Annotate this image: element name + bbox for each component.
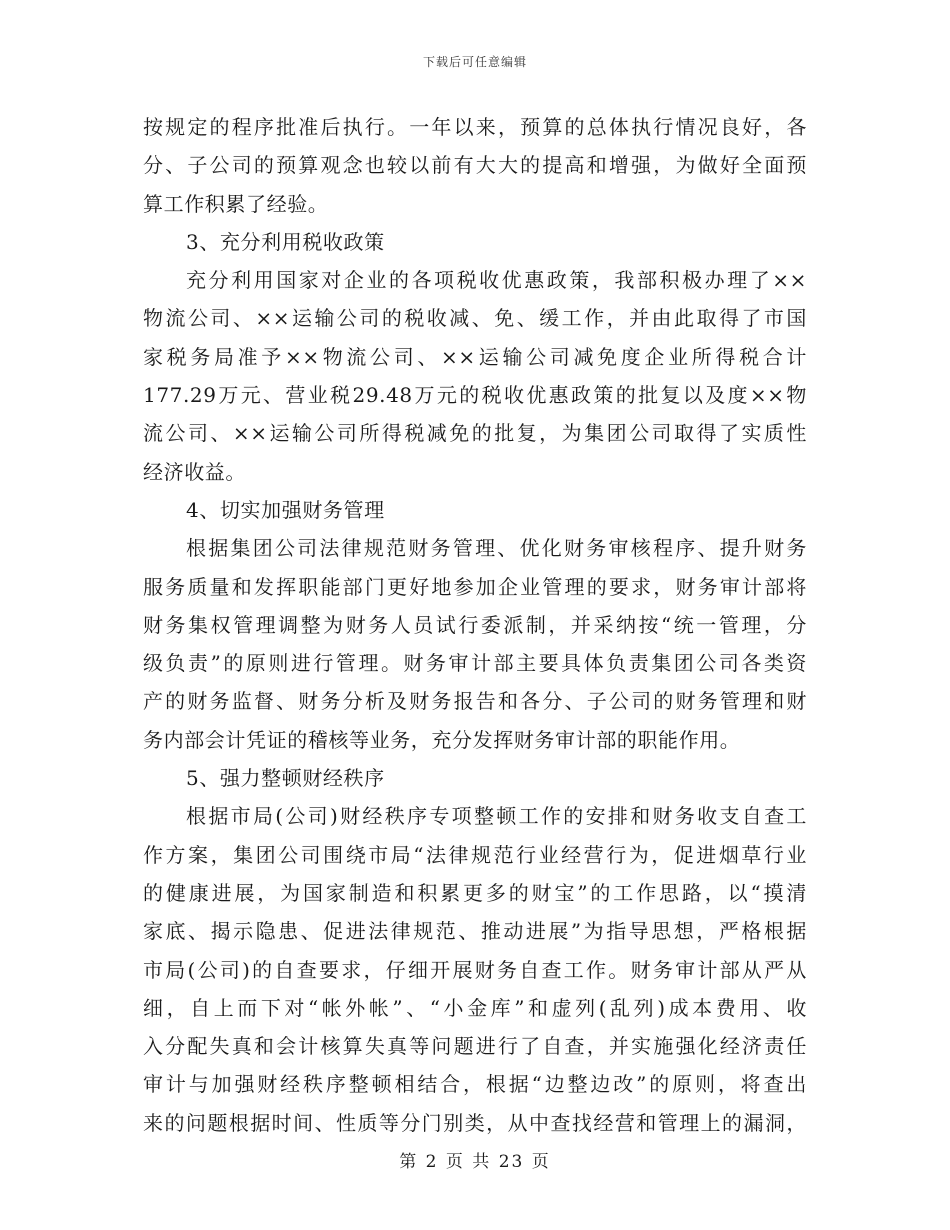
body-line: 物流公司、××运输公司的税收减、免、缓工作，并由此取得了市国	[143, 306, 807, 331]
body-line: 根据市局(公司)财经秩序专项整顿工作的安排和财务收支自查工	[186, 804, 807, 829]
body-line: 务内部会计凭证的稽核等业务，充分发挥财务审计部的职能作用。	[143, 727, 741, 752]
body-line: 家底、揭示隐患、促进法律规范、推动进展”为指导思想，严格根据	[143, 919, 807, 944]
body-line: 算工作积累了经验。	[143, 191, 329, 216]
body-line: 的健康进展，为国家制造和积累更多的财宝”的工作思路，以“摸清	[143, 880, 807, 905]
section-heading: 3、充分利用税收政策	[186, 229, 385, 254]
body-line: 细，自上而下对“帐外帐”、“小金库”和虚列(乱列)成本费用、收	[143, 995, 807, 1020]
body-line: 服务质量和发挥职能部门更好地参加企业管理的要求，财务审计部将	[143, 574, 807, 599]
body-line: 来的问题根据时间、性质等分门别类，从中查找经营和管理上的漏洞，	[143, 1110, 807, 1135]
body-line: 审计与加强财经秩序整顿相结合，根据“边整边改”的原则，将查出	[143, 1072, 807, 1097]
body-line: 流公司、××运输公司所得税减免的批复，为集团公司取得了实质性	[143, 421, 807, 446]
page-number: 第 2 页 共 23 页	[399, 1152, 551, 1172]
body-line: 家税务局准予××物流公司、××运输公司减免度企业所得税合计	[143, 344, 807, 369]
body-line: 市局(公司)的自查要求，仔细开展财务自查工作。财务审计部从严从	[143, 957, 807, 982]
body-line: 财务集权管理调整为财务人员试行委派制，并采纳按“统一管理，分	[143, 612, 807, 637]
body-line: 充分利用国家对企业的各项税收优惠政策，我部积极办理了××	[186, 268, 807, 293]
body-line: 分、子公司的预算观念也较以前有大大的提高和增强，为做好全面预	[143, 153, 807, 178]
body-line: 按规定的程序批准后执行。一年以来，预算的总体执行情况良好，各	[143, 115, 807, 139]
body-line: 级负责”的原则进行管理。财务审计部主要具体负责集团公司各类资	[143, 651, 807, 676]
body-line: 177.29万元、营业税29.48万元的税收优惠政策的批复以及度××物	[143, 383, 807, 408]
section-heading: 4、切实加强财务管理	[186, 497, 385, 522]
section-heading: 5、强力整顿财经秩序	[186, 766, 385, 791]
body-line: 产的财务监督、财务分析及财务报告和各分、子公司的财务管理和财	[143, 689, 807, 714]
body-line: 经济收益。	[143, 459, 246, 484]
body-line: 作方案，集团公司围绕市局“法律规范行业经营行为，促进烟草行业	[143, 842, 807, 867]
body-line: 根据集团公司法律规范财务管理、优化财务审核程序、提升财务	[186, 536, 807, 561]
body-line: 入分配失真和会计核算失真等问题进行了自查，并实施强化经济责任	[143, 1034, 807, 1059]
document-body	[143, 108, 807, 1142]
page-header: 下载后可任意编辑	[422, 55, 527, 69]
